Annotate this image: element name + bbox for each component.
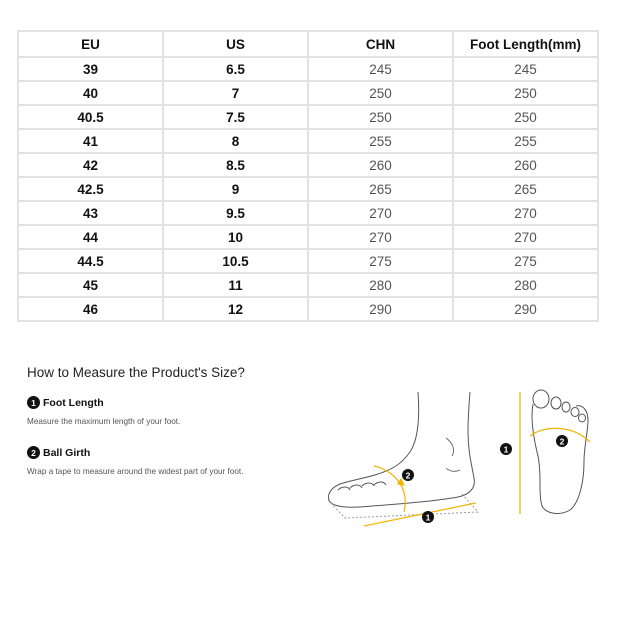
foot-top-view-icon <box>520 390 588 514</box>
table-cell: 8.5 <box>163 153 308 177</box>
table-cell: 270 <box>453 225 598 249</box>
table-cell: 46 <box>18 297 163 321</box>
svg-text:1: 1 <box>425 512 431 523</box>
table-cell: 44 <box>18 225 163 249</box>
foot-length-line <box>364 503 476 526</box>
table-cell: 290 <box>453 297 598 321</box>
svg-text:1: 1 <box>503 444 509 455</box>
table-cell: 265 <box>453 177 598 201</box>
step-description: Measure the maximum length of your foot. <box>27 417 181 426</box>
header-chn: CHN <box>308 31 453 57</box>
table-cell: 42 <box>18 153 163 177</box>
table-cell: 250 <box>453 81 598 105</box>
header-foot-length: Foot Length(mm) <box>453 31 598 57</box>
table-cell: 40.5 <box>18 105 163 129</box>
step-title: Ball Girth <box>43 446 91 459</box>
table-cell: 10 <box>163 225 308 249</box>
svg-text:2: 2 <box>405 470 411 481</box>
table-cell: 7 <box>163 81 308 105</box>
table-cell: 245 <box>308 57 453 81</box>
table-cell: 280 <box>308 273 453 297</box>
table-cell: 260 <box>453 153 598 177</box>
foot-side-view-icon <box>328 392 478 518</box>
table-cell: 6.5 <box>163 57 308 81</box>
table-cell: 275 <box>308 249 453 273</box>
svg-text:2: 2 <box>559 436 565 447</box>
step-number-badge: 2 <box>27 446 40 459</box>
step-number-badge: 1 <box>27 396 40 409</box>
table-cell: 275 <box>453 249 598 273</box>
table-cell: 290 <box>308 297 453 321</box>
table-cell: 40 <box>18 81 163 105</box>
marker-2-icon <box>402 469 414 481</box>
marker-2-icon <box>556 435 568 447</box>
header-us: US <box>163 31 308 57</box>
table-cell: 255 <box>453 129 598 153</box>
table-cell: 9 <box>163 177 308 201</box>
table-cell: 11 <box>163 273 308 297</box>
marker-1-icon <box>422 511 434 523</box>
table-cell: 9.5 <box>163 201 308 225</box>
table-cell: 41 <box>18 129 163 153</box>
table-cell: 39 <box>18 57 163 81</box>
header-eu: EU <box>18 31 163 57</box>
table-cell: 270 <box>308 225 453 249</box>
table-cell: 250 <box>308 81 453 105</box>
table-cell: 8 <box>163 129 308 153</box>
table-cell: 260 <box>308 153 453 177</box>
table-cell: 270 <box>308 201 453 225</box>
step-title: Foot Length <box>43 396 104 409</box>
table-cell: 45 <box>18 273 163 297</box>
table-cell: 7.5 <box>163 105 308 129</box>
table-cell: 43 <box>18 201 163 225</box>
table-cell: 245 <box>453 57 598 81</box>
table-cell: 44.5 <box>18 249 163 273</box>
table-cell: 280 <box>453 273 598 297</box>
table-cell: 10.5 <box>163 249 308 273</box>
table-cell: 12 <box>163 297 308 321</box>
marker-1-icon <box>500 443 512 455</box>
table-cell: 270 <box>453 201 598 225</box>
table-cell: 42.5 <box>18 177 163 201</box>
measure-title: How to Measure the Product's Size? <box>27 365 245 380</box>
table-cell: 250 <box>308 105 453 129</box>
table-cell: 255 <box>308 129 453 153</box>
table-cell: 250 <box>453 105 598 129</box>
table-cell: 265 <box>308 177 453 201</box>
step-description: Wrap a tape to measure around the widest part of your foot. <box>27 467 244 476</box>
